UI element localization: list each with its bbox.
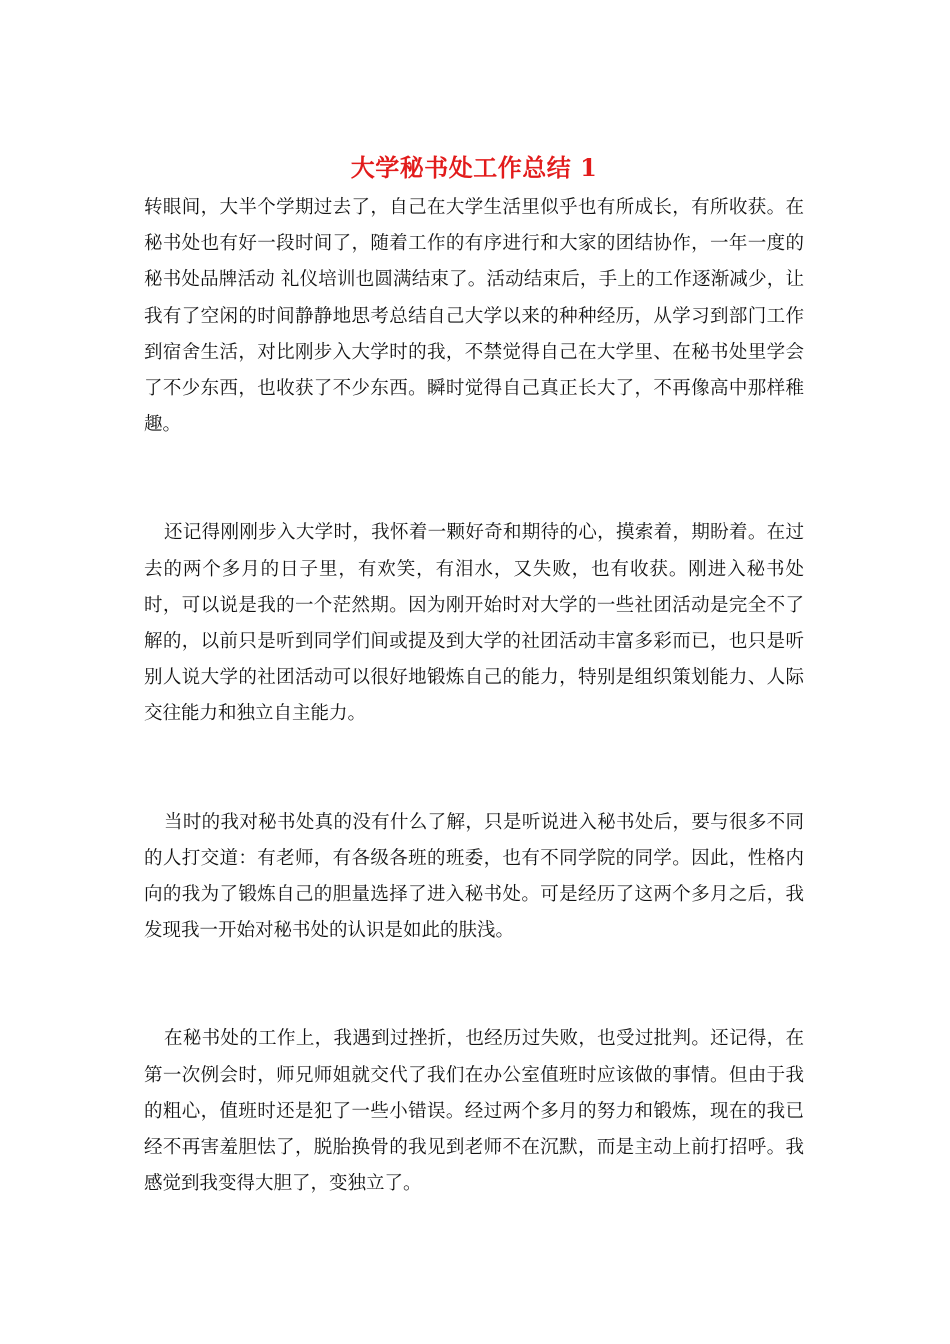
document-page [144, 150, 804, 1202]
paragraph-spacer [144, 443, 804, 515]
paragraph-1: 转眼间，大半个学期过去了，自己在大学生活里似乎也有所成长，有所收获。在秘书处也有好一段时间了，随着工作的有序进行和大家的团结协作，一年一度的秘书处品牌活动 礼仪培训也圆满结束了。活动结束后，手上的工作逐渐减少，让我有了空闲的时间静静地思考总结自己大学以来的种种经历，从学习到部门工作到宿舍生活，对比刚步入大学时的我，不禁觉得自己在大学里、在秘书处里学会了不少东西，也收获了不少东西。瞬时觉得自己真正长大了，不再像高中那样稚趣。 [144, 197, 804, 436]
paragraph-4: 在秘书处的工作上，我遇到过挫折，也经历过失败，也受过批判。还记得，在第一次例会时，师兄师姐就交代了我们在办公室值班时应该做的事情。但由于我的粗心，值班时还是犯了一些小错误。经过两个多月的努力和锻炼，现在的我已经不再害羞胆怯了，脱胎换骨的我见到老师不在沉默，而是主动上前打招呼。我感觉到我变得大胆了，变独立了。 [144, 1028, 804, 1195]
document-title: 大学秘书处工作总结 1 [350, 153, 598, 182]
paragraph-2: 还记得刚刚步入大学时，我怀着一颗好奇和期待的心，摸索着，期盼着。在过去的两个多月的日子里，有欢笑，有泪水，又失败，也有收获。刚进入秘书处时，可以说是我的一个茫然期。因为刚开始时对大学的一些社团活动是完全不了解的，以前只是听到同学们间或提及到大学的社团活动丰富多彩而已，也只是听别人说大学的社团活动可以很好地锻炼自己的能力，特别是组织策划能力、人际交往能力和独立自主能力。 [144, 522, 804, 725]
paragraph-spacer [144, 949, 804, 1021]
paragraph-spacer [144, 733, 804, 805]
paragraph-3: 当时的我对秘书处真的没有什么了解，只是听说进入秘书处后，要与很多不同的人打交道：有老师，有各级各班的班委，也有不同学院的同学。因此，性格内向的我为了锻炼自己的胆量选择了进入秘书处。可是经历了这两个多月之后，我发现我一开始对秘书处的认识是如此的肤浅。 [144, 811, 804, 942]
